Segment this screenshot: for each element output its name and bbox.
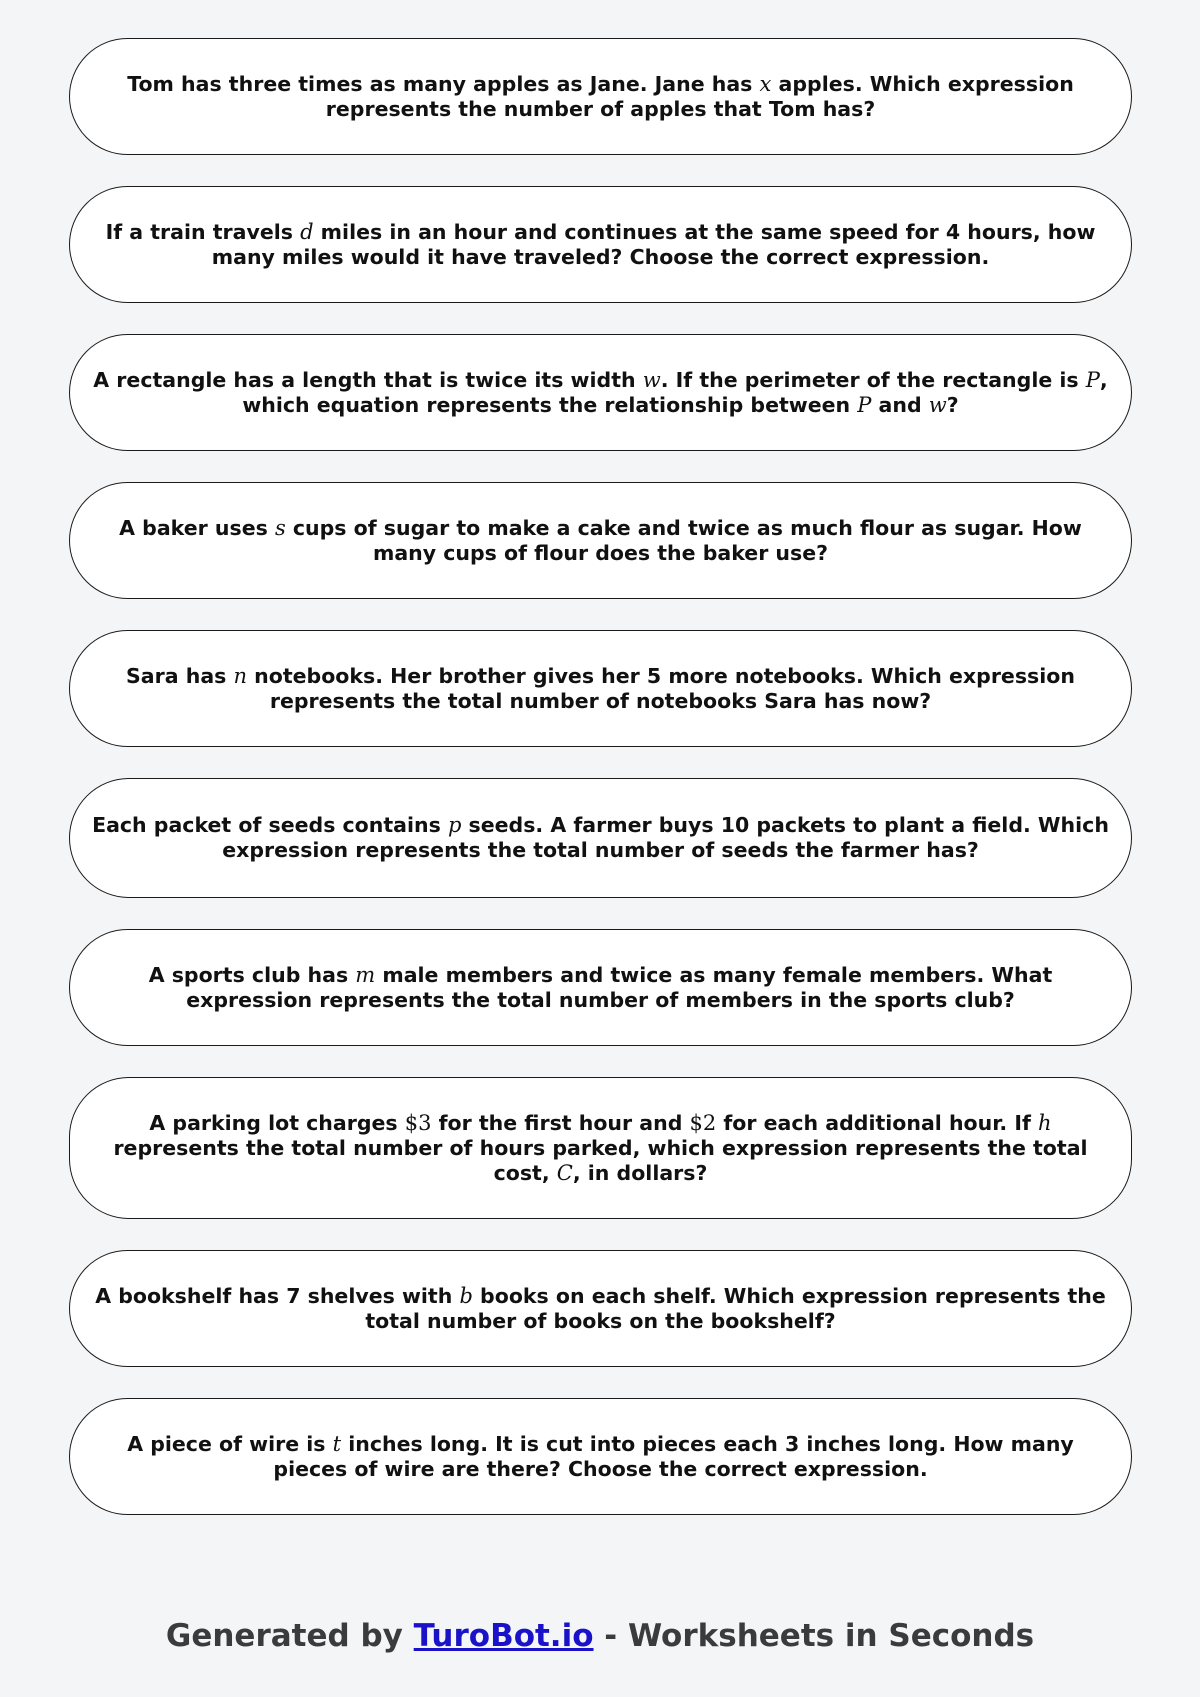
question-card bbox=[69, 929, 1132, 1046]
question-text: If a train travels d miles in an hour and continues at the same speed for 4 hours, how many miles would it have traveled? Choose the correct expression. bbox=[105, 219, 1096, 269]
question-text: A piece of wire is t inches long. It is cut into pieces each 3 inches long. How many pieces of wire are there? Choose the correct expression. bbox=[127, 1431, 1074, 1481]
question-card bbox=[69, 1077, 1132, 1219]
question-card bbox=[69, 38, 1132, 155]
question-card bbox=[69, 482, 1132, 599]
question-card bbox=[69, 186, 1132, 303]
footer-prefix: Generated by bbox=[165, 1618, 414, 1654]
footer-suffix: - Worksheets in Seconds bbox=[593, 1618, 1035, 1654]
question-text: A parking lot charges $3 for the first hour and $2 for each additional hour. If h represents the total number of hours parked, which expression represents the total cost, C, in dollars? bbox=[113, 1110, 1088, 1185]
footer bbox=[0, 1618, 1200, 1654]
question-card bbox=[69, 334, 1132, 451]
question-card bbox=[69, 1250, 1132, 1367]
question-card bbox=[69, 630, 1132, 747]
question-text: Tom has three times as many apples as Jane. Jane has x apples. Which expression represents the number of apples that Tom has? bbox=[127, 71, 1074, 121]
question-text: Sara has n notebooks. Her brother gives her 5 more notebooks. Which expression represents the total number of notebooks Sara has now? bbox=[126, 663, 1075, 713]
turobot-link[interactable]: TuroBot.io bbox=[413, 1618, 594, 1654]
question-text: A baker uses s cups of sugar to make a cake and twice as much flour as sugar. How many cups of flour does the baker use? bbox=[119, 515, 1082, 565]
question-card bbox=[69, 1398, 1132, 1515]
question-text: A rectangle has a length that is twice its width w. If the perimeter of the rectangle is P, which equation represents the relationship between P and w? bbox=[93, 367, 1108, 417]
question-card bbox=[69, 778, 1132, 898]
question-text: A sports club has m male members and twice as many female members. What expression represents the total number of members in the sports club? bbox=[148, 962, 1053, 1012]
question-text: A bookshelf has 7 shelves with b books on each shelf. Which expression represents the total number of books on the bookshelf? bbox=[95, 1283, 1106, 1333]
question-text: Each packet of seeds contains p seeds. A farmer buys 10 packets to plant a field. Which expression represents the total number of seeds the farmer has? bbox=[92, 813, 1109, 862]
